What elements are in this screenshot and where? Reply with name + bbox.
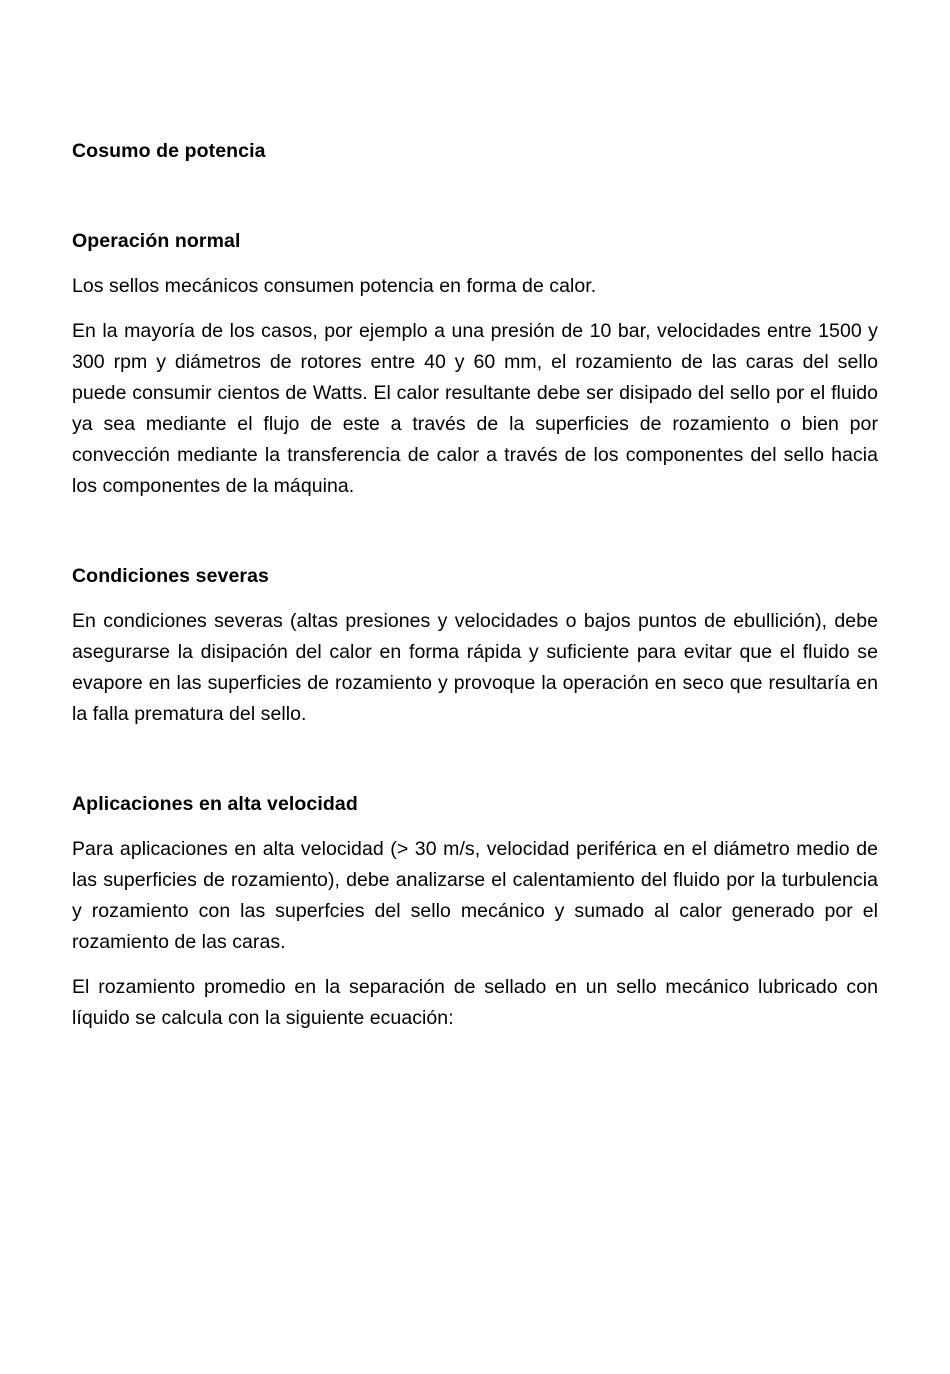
spacer	[72, 730, 878, 789]
spacer	[72, 302, 878, 316]
spacer	[72, 958, 878, 972]
section-heading-aplicaciones-alta-velocidad: Aplicaciones en alta velocidad	[72, 793, 358, 815]
spacer	[72, 502, 878, 561]
spacer	[72, 592, 878, 606]
paragraph: Los sellos mecánicos consumen potencia en forma de calor.	[72, 275, 597, 297]
section-heading-operacion-normal: Operación normal	[72, 230, 241, 252]
spacer	[72, 257, 878, 271]
section-heading-condiciones-severas: Condiciones severas	[72, 565, 269, 587]
paragraph: El rozamiento promedio en la separación de sellado en un sello mecánico lubricado con líquido se calcula con la siguiente ecuación:	[72, 976, 878, 1029]
page-title: Cosumo de potencia	[72, 140, 266, 162]
paragraph: Para aplicaciones en alta velocidad (> 30 m/s, velocidad periférica en el diámetro medio de las superficies de rozamiento), debe analizarse el calentamiento del fluido por la turbulencia y rozamiento con las superfcies del sello mecánico y sumado al calor generado por el rozamiento de las caras.	[72, 838, 878, 953]
paragraph: En condiciones severas (altas presiones y velocidades o bajos puntos de ebullición), debe asegurarse la disipación del calor en forma rápida y suficiente para evitar que el fluido se evapore en las superficies de rozamiento y provoque la operación en seco que resultaría en la falla prematura del sello.	[72, 610, 878, 725]
spacer	[72, 820, 878, 834]
paragraph: En la mayoría de los casos, por ejemplo a una presión de 10 bar, velocidades entre 1500 y 300 rpm y diámetros de rotores entre 40 y 60 mm, el rozamiento de las caras del sello puede consumir cientos de Watts. El calor resultante debe ser disipado del sello por el fluido ya sea mediante el flujo de este a través de la superficies de rozamiento o bien por convección mediante la transferencia de calor a través de los componentes del sello hacia los componentes de la máquina.	[72, 320, 878, 497]
spacer	[72, 167, 878, 226]
document-content	[72, 136, 878, 1034]
